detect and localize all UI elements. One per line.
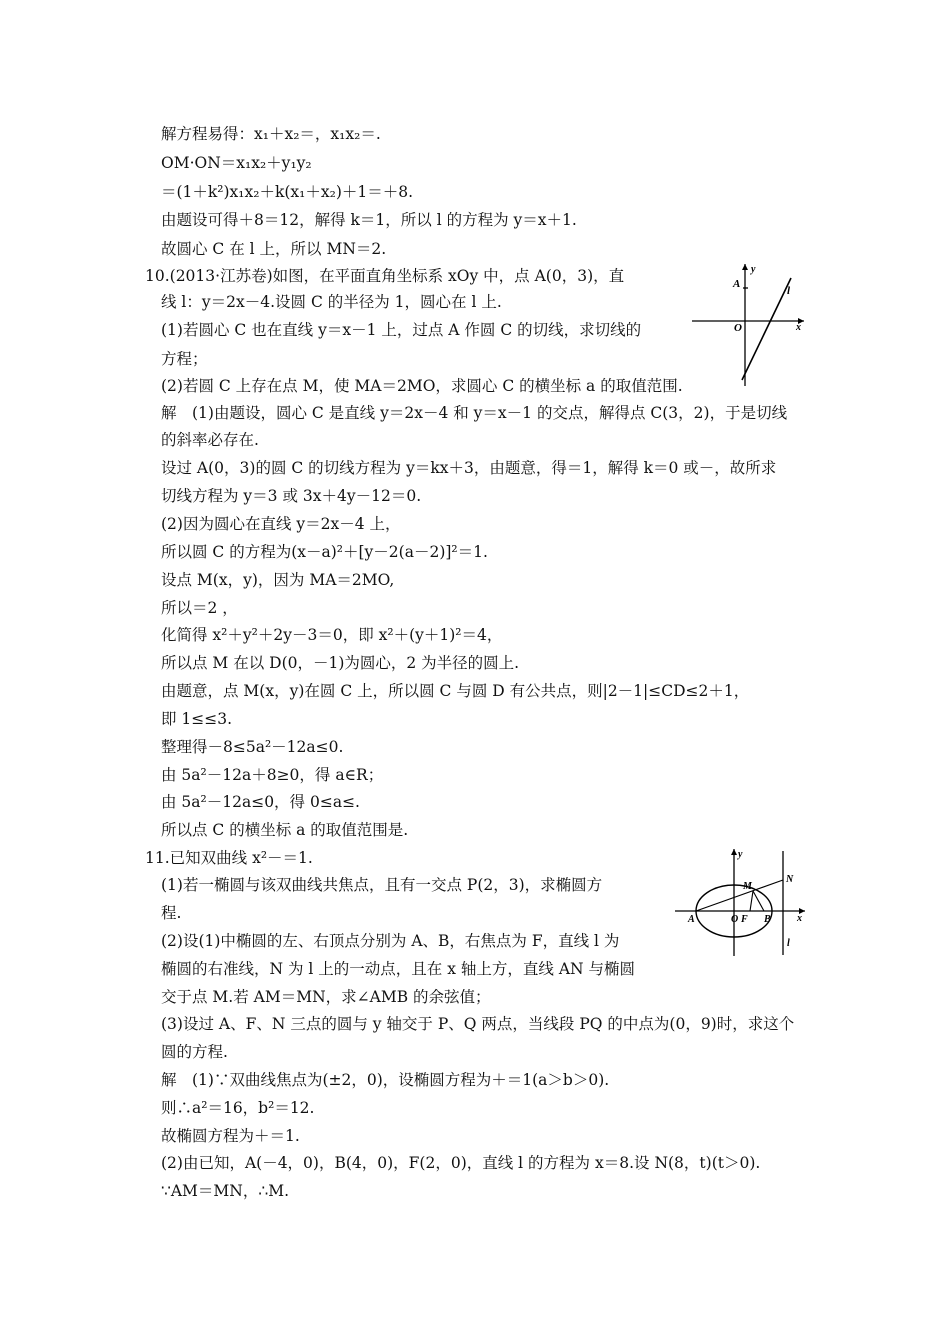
text-line: 交于点 M.若 AM＝MN，求∠AMB 的余弦值； <box>161 988 491 1006</box>
text-line: ∵AM＝MN，∴M. <box>161 1182 290 1200</box>
text-line: 所以点 M 在以 D(0，－1)为圆心，2 为半径的圆上. <box>161 654 520 672</box>
text-line: 所以圆 C 的方程为(x－a)²＋[y－2(a－2)]²＝1. <box>161 543 488 561</box>
text-line: (2)设(1)中椭圆的左、右顶点分别为 A、B，右焦点为 F，直线 l 为 <box>161 932 620 950</box>
text-line: 由 5a²－12a＋8≥0，得 a∈R； <box>161 766 384 784</box>
text-line: (2)因为圆心在直线 y＝2x－4 上， <box>161 515 401 533</box>
text-line: OM·ON＝x₁x₂＋y₁y₂ <box>161 154 312 172</box>
text-line: 线 l：y＝2x－4.设圆 C 的半径为 1，圆心在 l 上. <box>161 293 502 311</box>
text-line: (2)若圆 C 上存在点 M，使 MA＝2MO，求圆心 C 的横坐标 a 的取值范围. <box>161 377 683 395</box>
text-line: 方程； <box>161 350 208 368</box>
text-line: 解方程易得：x₁＋x₂＝，x₁x₂＝. <box>161 125 381 143</box>
label-f: F <box>741 914 748 925</box>
label-m: M <box>743 881 752 892</box>
text-line: 解 (1)由题设，圆心 C 是直线 y＝2x－4 和 y＝x－1 的交点，解得点 C(3，2)，于是切线 <box>161 404 788 422</box>
text-line: 所以点 C 的横坐标 a 的取值范围是. <box>161 821 409 839</box>
text-line: 由题意，点 M(x，y)在圆 C 上，所以圆 C 与圆 D 有公共点，则|2－1|≤CD≤2＋1， <box>161 682 750 700</box>
label-a: A <box>733 278 741 290</box>
figure-line-plane <box>688 260 808 390</box>
text-line: 设点 M(x，y)，因为 MA＝2MO, <box>161 571 395 589</box>
text-line: 故圆心 C 在 l 上，所以 MN＝2. <box>161 240 387 258</box>
text-line: 的斜率必存在. <box>161 431 259 449</box>
text-line: 切线方程为 y＝3 或 3x＋4y－12＝0. <box>161 487 422 505</box>
text-line: 11.已知双曲线 x²－＝1. <box>145 849 313 867</box>
text-line: (1)若一椭圆与该双曲线共焦点，且有一交点 P(2，3)，求椭圆方 <box>161 876 603 894</box>
label-l: l <box>787 938 790 949</box>
text-line: 由题设可得＋8＝12，解得 k＝1，所以 l 的方程为 y＝x＋1. <box>161 211 577 229</box>
label-x: x <box>796 322 801 333</box>
label-y: y <box>738 849 743 860</box>
label-o: O <box>731 914 739 925</box>
text-line: 整理得－8≤5a²－12a≤0. <box>161 738 344 756</box>
label-b: B <box>764 914 771 925</box>
text-line: (3)设过 A、F、N 三点的圆与 y 轴交于 P、Q 两点，当线段 PQ 的中点为(0，9)时，求这个 <box>161 1015 795 1033</box>
label-o: O <box>734 322 742 334</box>
figure-ellipse <box>670 845 810 960</box>
text-line: (1)若圆心 C 也在直线 y＝x－1 上，过点 A 作圆 C 的切线，求切线的 <box>161 321 642 339</box>
y-axis-arrow <box>742 264 748 270</box>
text-line: 则∴a²＝16，b²＝12. <box>161 1099 315 1117</box>
label-l: l <box>787 285 791 297</box>
label-n: N <box>786 874 794 885</box>
label-y: y <box>751 264 756 275</box>
text-line: 所以＝2 ， <box>161 599 238 617</box>
text-line: 化简得 x²＋y²＋2y－3＝0，即 x²＋(y＋1)²＝4， <box>161 626 503 644</box>
text-line: 10.(2013·江苏卷)如图，在平面直角坐标系 xOy 中，点 A(0，3)，直 <box>145 267 625 285</box>
text-line: 即 1≤≤3. <box>161 710 233 728</box>
line-l <box>742 278 791 380</box>
segment-mf <box>750 891 753 911</box>
y-axis-arrow <box>731 849 737 855</box>
text-line: 椭圆的右准线，N 为 l 上的一动点，且在 x 轴上方，直线 AN 与椭圆 <box>161 960 636 978</box>
label-x: x <box>797 913 802 924</box>
text-line: 由 5a²－12a≤0，得 0≤a≤. <box>161 793 360 811</box>
text-line: 故椭圆方程为＋＝1. <box>161 1127 300 1145</box>
text-line: 圆的方程. <box>161 1043 228 1061</box>
text-line: ＝(1＋k²)x₁x₂＋k(x₁＋x₂)＋1＝＋8. <box>161 183 414 201</box>
text-line: 程. <box>161 904 182 922</box>
text-line: (2)由已知，A(－4，0)，B(4，0)，F(2，0)，直线 l 的方程为 x＝8.设 N(8，t)(t＞0). <box>161 1154 761 1172</box>
text-line: 设过 A(0，3)的圆 C 的切线方程为 y＝kx＋3，由题意，得＝1，解得 k＝0 或－，故所求 <box>161 459 777 477</box>
text-line: 解 (1)∵双曲线焦点为(±2，0)，设椭圆方程为＋＝1(a＞b＞0). <box>161 1071 610 1089</box>
label-a: A <box>688 914 695 925</box>
